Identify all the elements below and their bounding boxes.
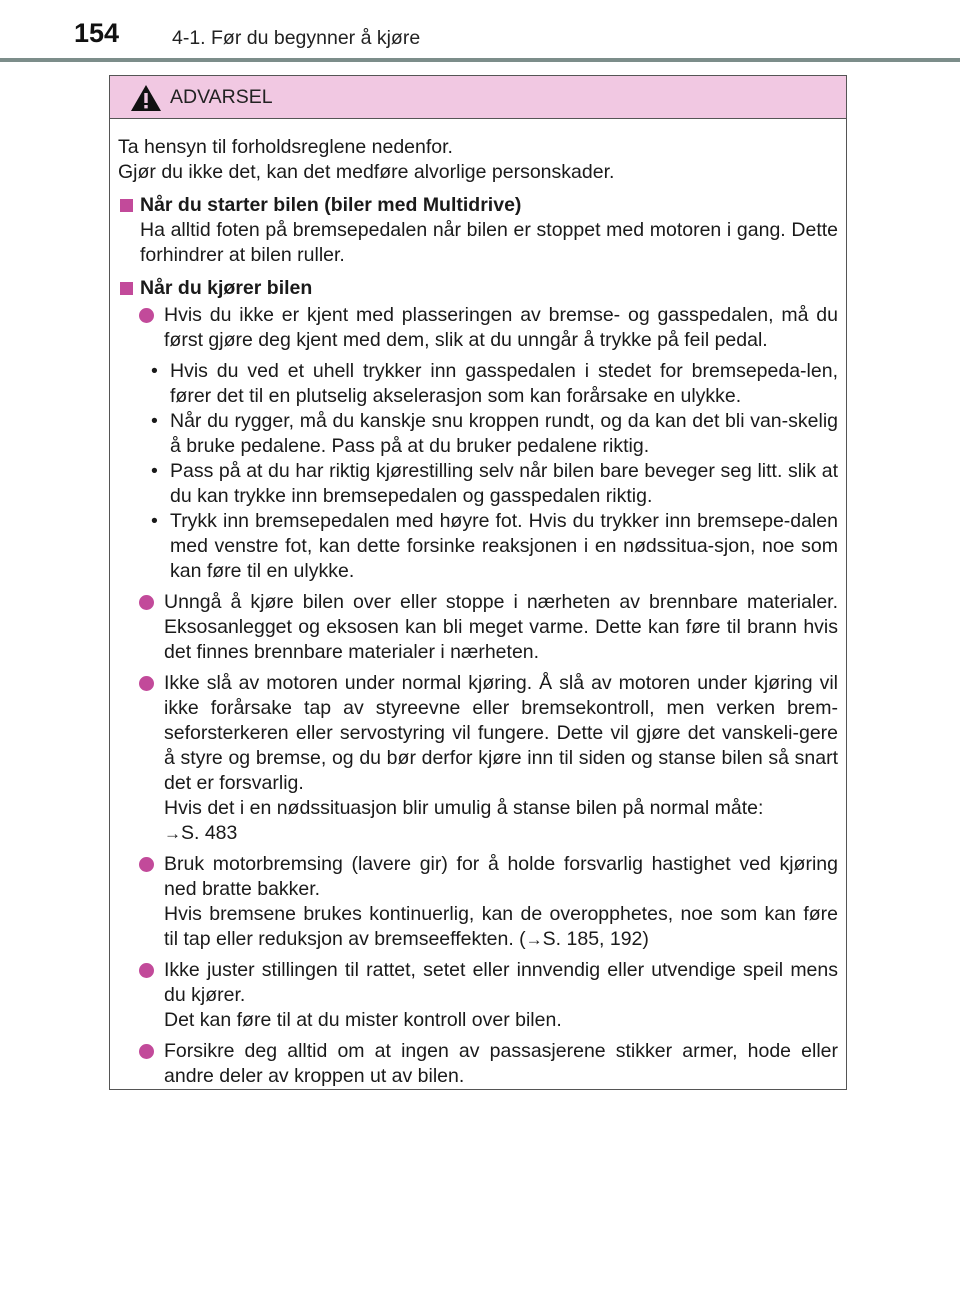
- warning-triangle-icon: [130, 84, 162, 112]
- square-bullet-icon: [120, 282, 133, 295]
- list-item: Bruk motorbremsing (lavere gir) for å holde forsvarlig hastighet ved kjøring ned bratte bakker. Hvis bremsene brukes kontinuerlig, kan de overopphetes, noe som kan føre til tap eller reduksjon av bremseeffekten. (→S. 185, 192): [118, 852, 838, 952]
- circle-bullet-icon: [139, 963, 154, 978]
- sub-list-item: • Hvis du ved et uhell trykker inn gasspedalen i stedet for bremsepeda-len, fører det til en plutselig akselerasjon som kan forårsake en ulykke.: [151, 360, 838, 407]
- list-item: Ikke juster stillingen til rattet, setet eller innvendig eller utvendige speil mens du kjører. Det kan føre til at du mister kontroll over bilen.: [118, 958, 838, 1033]
- section-text: Ha alltid foten på bremsepedalen når bilen er stoppet med motoren i gang. Dette forhindrer at bilen ruller.: [140, 219, 838, 266]
- list-item: Ikke slå av motoren under normal kjøring. Å slå av motoren under kjøring vil ikke forårsake tap av styreevne eller bremsekontroll, men verken brem-seforsterkeren eller servostyring vil fungere. Dette vil gjøre det vanskeli-gere å styre og bremse, og du bør derfor kjøre inn til siden og stanse bilen så snart det er forsvarlig. Hvis det i en nødssituasjon blir umulig å stanse bilen på normal måte: →S. 483: [118, 671, 838, 846]
- circle-bullet-icon: [139, 857, 154, 872]
- intro-line: Gjør du ikke det, kan det medføre alvorlige personskader.: [118, 161, 615, 183]
- header-rule: [0, 58, 960, 62]
- page-header: [0, 0, 960, 62]
- list-item: Forsikre deg alltid om at ingen av passasjerene stikker armer, hode eller andre deler av kroppen ut av bilen.: [118, 1039, 838, 1089]
- sub-list-item: • Trykk inn bremsepedalen med høyre fot. Hvis du trykker inn bremsepe-dalen med venstre fot, kan dette forsinke reaksjonen i en nødssitua-sjon, noe som kan føre til en ulykke.: [151, 510, 838, 582]
- warning-title: ADVARSEL: [170, 86, 273, 108]
- section-heading: Når du starter bilen (biler med Multidrive): [118, 193, 838, 218]
- arrow-right-icon: →: [525, 930, 543, 949]
- warning-header: [110, 76, 846, 119]
- warning-body: [110, 119, 846, 1089]
- circle-bullet-icon: [139, 1044, 154, 1059]
- warning-box: [109, 75, 847, 1090]
- sub-list-item: • Når du rygger, må du kanskje snu kroppen rundt, og da kan det bli van-skelig å bruke pedalene. Pass på at du bruker pedalene riktig.: [151, 410, 838, 457]
- square-bullet-icon: [120, 199, 133, 212]
- list-item: Hvis du ikke er kjent med plasseringen av bremse- og gasspedalen, må du først gjøre deg kjent med dem, slik at du unngår å trykke på feil pedal.: [118, 303, 838, 353]
- page-number: 154: [74, 18, 120, 48]
- section-driving: [118, 276, 838, 1089]
- sub-list-item: • Pass på at du har riktig kjørestilling selv når bilen bare beveger seg litt. slik at du kan trykke inn bremsepedalen og gasspedalen riktig.: [151, 460, 838, 507]
- page-reference: →S. 483: [164, 822, 238, 844]
- circle-bullet-icon: [139, 676, 154, 691]
- circle-bullet-icon: [139, 595, 154, 610]
- section-heading: Når du kjører bilen: [118, 276, 838, 301]
- intro-line: Ta hensyn til forholdsreglene nedenfor.: [118, 136, 453, 158]
- warning-intro: [118, 135, 838, 185]
- list-item: Unngå å kjøre bilen over eller stoppe i nærheten av brennbare materialer. Eksosanlegget og eksosen kan bli meget varme. Dette kan føre til brann hvis det finnes brennbare materialer i nærheten.: [118, 590, 838, 665]
- section-starting: [118, 193, 838, 268]
- circle-bullet-icon: [139, 308, 154, 323]
- arrow-right-icon: →: [164, 824, 181, 843]
- chapter-title: 4-1. Før du begynner å kjøre: [172, 27, 421, 49]
- sub-list: [148, 359, 838, 584]
